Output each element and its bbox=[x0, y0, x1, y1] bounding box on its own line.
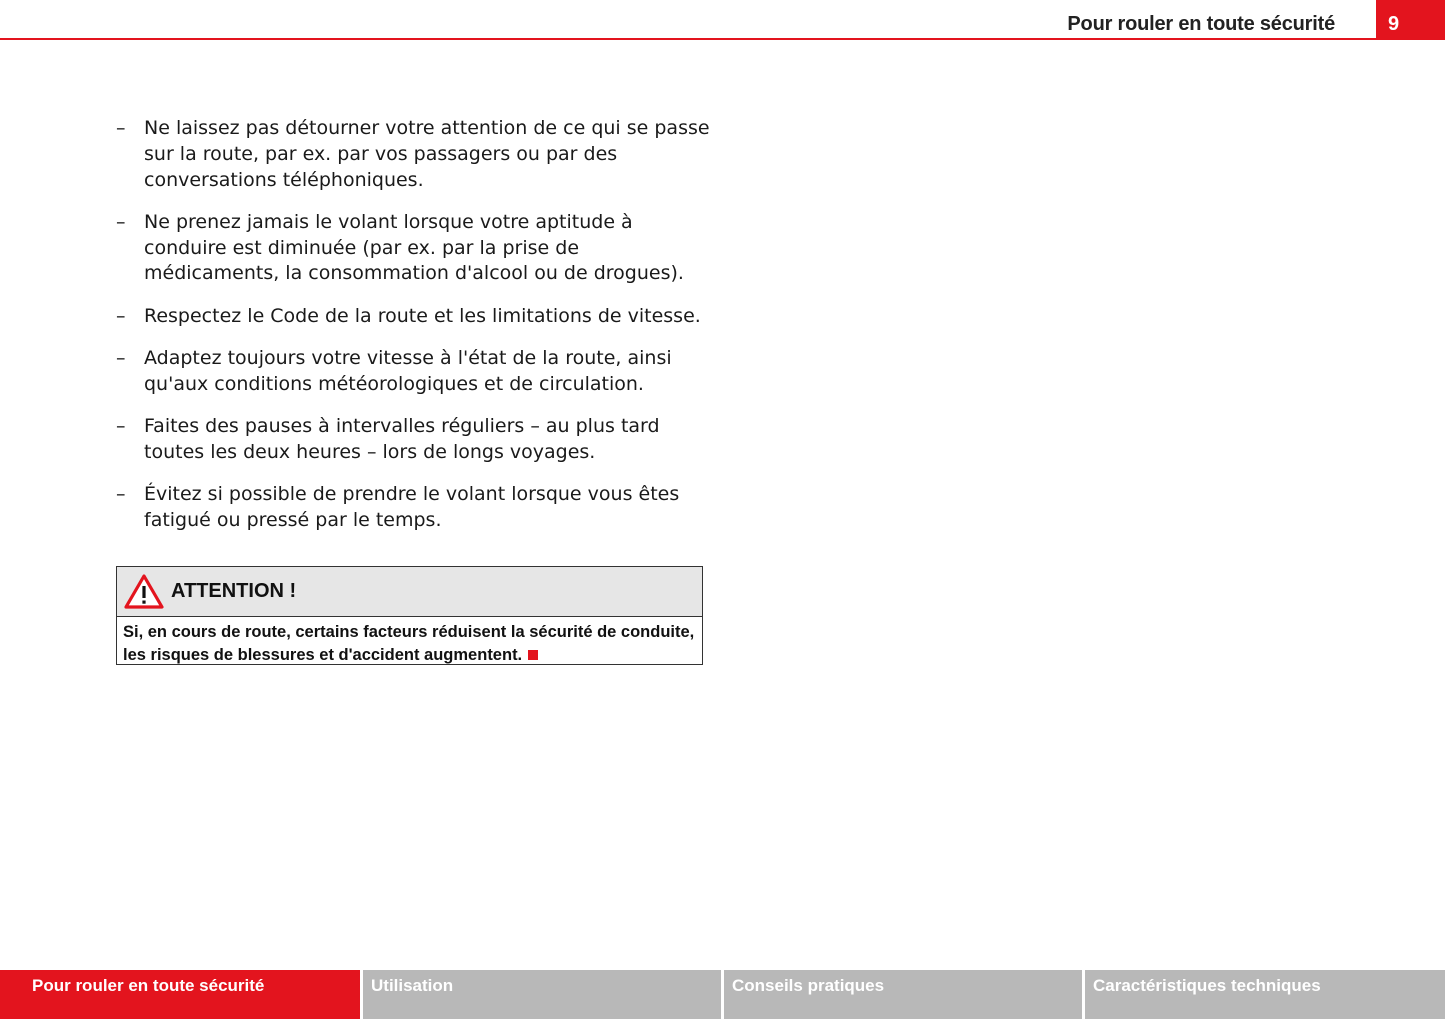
chapter-nav bbox=[0, 970, 1445, 1019]
end-of-section-marker bbox=[528, 650, 538, 660]
tab-label: Pour rouler en toute sécurité bbox=[32, 976, 265, 995]
page-number-badge bbox=[1376, 0, 1445, 40]
list-item-text: Ne laissez pas détourner votre attention de ce qui se passe sur la route, par ex. par vos passagers ou par des conversations téléphoniques. bbox=[144, 117, 710, 191]
tab-conseils-pratiques[interactable] bbox=[724, 970, 1082, 1019]
list-item bbox=[116, 210, 716, 287]
bullet-marker: – bbox=[116, 304, 126, 327]
tab-caracteristiques-techniques[interactable] bbox=[1085, 970, 1445, 1019]
bullet-marker: – bbox=[116, 347, 126, 370]
warning-box bbox=[116, 566, 703, 665]
tab-utilisation[interactable] bbox=[363, 970, 721, 1019]
bullet-marker: – bbox=[116, 210, 126, 233]
warning-body-text: Si, en cours de route, certains facteurs réduisent la sécurité de conduite, les risques de blessures et d'accident augmentent. bbox=[123, 623, 695, 664]
tab-label: Caractéristiques techniques bbox=[1093, 976, 1321, 995]
list-item bbox=[116, 414, 716, 466]
warning-text bbox=[117, 617, 702, 667]
bullet-marker: – bbox=[116, 117, 126, 139]
instruction-list bbox=[116, 116, 716, 550]
list-item-text: Adaptez toujours votre vitesse à l'état de la route, ainsi qu'aux conditions météorologiques et de circulation. bbox=[144, 347, 672, 395]
warning-title: ATTENTION ! bbox=[171, 580, 297, 602]
list-item bbox=[116, 482, 716, 534]
tab-label: Utilisation bbox=[371, 976, 454, 995]
section-title: Pour rouler en toute sécurité bbox=[1067, 13, 1335, 35]
list-item bbox=[116, 116, 716, 193]
warning-header bbox=[117, 567, 702, 617]
list-item-text: Faites des pauses à intervalles réguliers – au plus tard toutes les deux heures – lors de longs voyages. bbox=[144, 415, 660, 463]
list-item bbox=[116, 304, 716, 330]
bullet-marker: – bbox=[116, 483, 126, 506]
list-item-text: Ne prenez jamais le volant lorsque votre aptitude à conduire est diminuée (par ex. par la prise de médicaments, la consommation d'alcool ou de drogues). bbox=[144, 210, 684, 285]
page-number: 9 bbox=[1388, 13, 1400, 35]
header-divider bbox=[0, 38, 1445, 40]
warning-triangle-icon bbox=[124, 574, 164, 610]
tab-pour-rouler-en-toute-securite[interactable] bbox=[0, 970, 360, 1019]
tab-label: Conseils pratiques bbox=[732, 976, 885, 995]
list-item-text: Respectez le Code de la route et les limitations de vitesse. bbox=[144, 304, 701, 327]
list-item bbox=[116, 346, 716, 398]
bullet-marker: – bbox=[116, 415, 126, 438]
list-item-text: Évitez si possible de prendre le volant lorsque vous êtes fatigué ou pressé par le temps. bbox=[144, 483, 680, 532]
